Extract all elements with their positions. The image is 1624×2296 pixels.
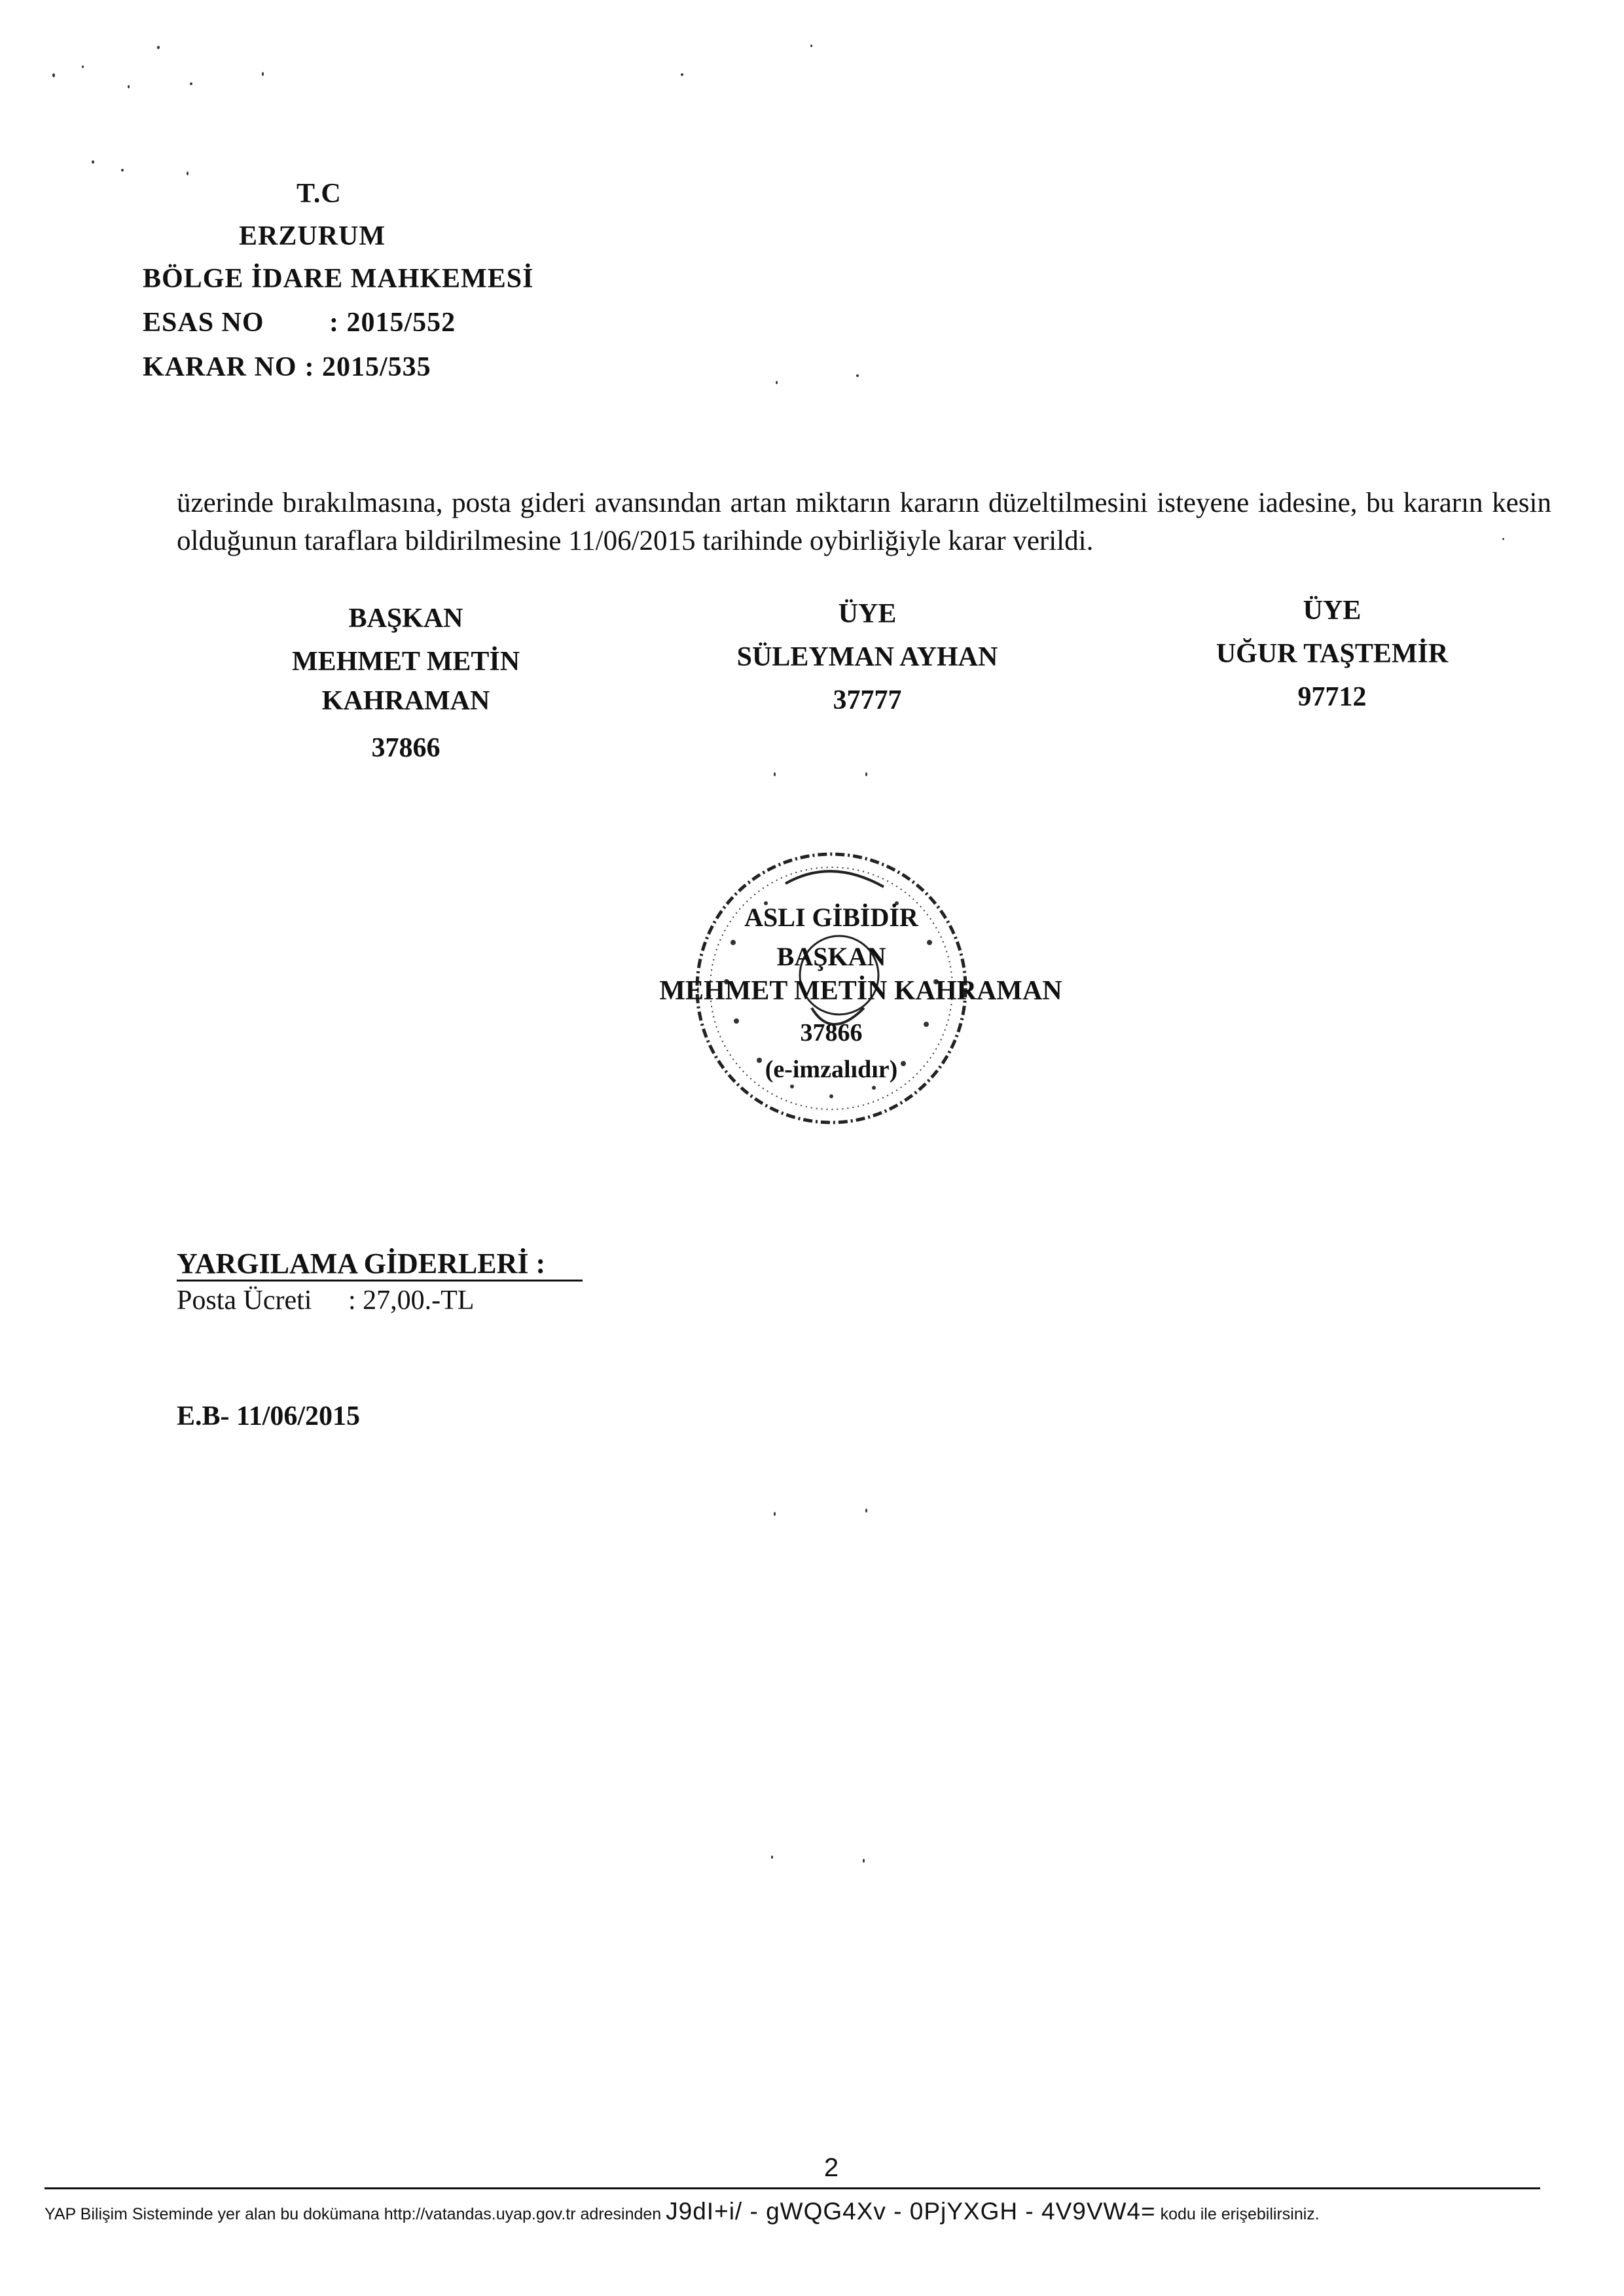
- scan-speck: [865, 772, 867, 776]
- signature-member-1: [694, 592, 1041, 722]
- scan-speck: [52, 73, 55, 77]
- footer-prefix: YAP Bilişim Sisteminde yer alan bu dokümana http://vatandas.uyap.gov.tr adresinden: [45, 2205, 662, 2223]
- costs-title: YARGILAMA GİDERLERİ :: [177, 1247, 546, 1280]
- costs-underline: [177, 1280, 583, 1282]
- costs-row: [177, 1285, 474, 1316]
- seal-line-e-imza: (e-imzalıdır): [765, 1056, 898, 1083]
- postage-label: Posta Ücreti: [177, 1285, 312, 1316]
- esas-no: [143, 309, 456, 336]
- seal-line-asli-gibidir: ASLI GİBİDİR: [744, 903, 918, 932]
- scan-speck: [810, 45, 812, 47]
- footer-suffix: kodu ile erişebilirsiniz.: [1160, 2205, 1320, 2223]
- scan-speck: [262, 72, 264, 76]
- scan-speck: [82, 65, 84, 68]
- decision-paragraph: üzerinde bırakılmasına, posta gideri avansından artan miktarın kararın düzeltilmesini isteyene iadesine, bu kararın kesin olduğunun taraflara bildirilmesine 11/06/2015 tarihinde oybirliğiyle karar verildi.: [177, 488, 1551, 556]
- footer-access-code: J9dI+i/ - gWQG4Xv - 0PjYXGH - 4V9VW4=: [666, 2198, 1156, 2225]
- scan-speck: [190, 82, 192, 85]
- scan-speck: [1502, 538, 1504, 540]
- scan-speck: [128, 85, 130, 88]
- scan-speck: [856, 374, 859, 377]
- scan-speck: [774, 772, 776, 776]
- scan-speck: [865, 1509, 867, 1513]
- signature-name-line1: SÜLEYMAN AYHAN: [736, 642, 998, 672]
- seal-line-name: MEHMET METİN KAHRAMAN: [659, 976, 1062, 1006]
- seal-line-number: 37866: [800, 1019, 863, 1047]
- signature-role: ÜYE: [1303, 596, 1362, 626]
- scan-speck: [863, 1859, 865, 1863]
- signature-role: BAŞKAN: [348, 603, 463, 634]
- signature-name-line1: MEHMET METİN: [291, 647, 520, 677]
- scan-speck: [121, 169, 124, 171]
- scan-speck: [774, 1512, 776, 1516]
- signature-number: 37866: [371, 733, 441, 763]
- postage-value: : 27,00.-TL: [348, 1285, 475, 1316]
- signature-number: 97712: [1297, 682, 1367, 712]
- signature-president: [262, 597, 550, 770]
- scan-speck: [681, 73, 683, 76]
- scan-speck: [776, 381, 778, 384]
- seal-line-baskan: BAŞKAN: [776, 942, 886, 971]
- scan-speck: [157, 46, 160, 49]
- karar-no: [143, 353, 431, 381]
- header-city: ERZURUM: [239, 221, 386, 251]
- signature-number: 37777: [833, 685, 902, 715]
- page-number: 2: [823, 2153, 839, 2182]
- eb-date: E.B- 11/06/2015: [177, 1401, 361, 1431]
- footer-access-note: [45, 2198, 1540, 2225]
- esas-no-label: ESAS NO: [143, 308, 264, 338]
- scan-speck: [771, 1856, 773, 1859]
- signature-name-line1: UĞUR TAŞTEMİR: [1216, 639, 1449, 669]
- signature-member-2: [1165, 589, 1499, 719]
- header-tc: T.C: [297, 179, 342, 209]
- header-court: BÖLGE İDARE MAHKEMESİ: [143, 264, 534, 294]
- footer-divider: [45, 2187, 1540, 2189]
- signature-name-line2: KAHRAMAN: [321, 686, 490, 716]
- signature-role: ÜYE: [838, 599, 897, 629]
- esas-no-value: : 2015/552: [329, 308, 456, 338]
- karar-no-label: KARAR NO: [143, 352, 297, 382]
- scan-speck: [187, 171, 189, 175]
- karar-no-value: : 2015/535: [304, 352, 431, 382]
- scan-speck: [92, 160, 94, 164]
